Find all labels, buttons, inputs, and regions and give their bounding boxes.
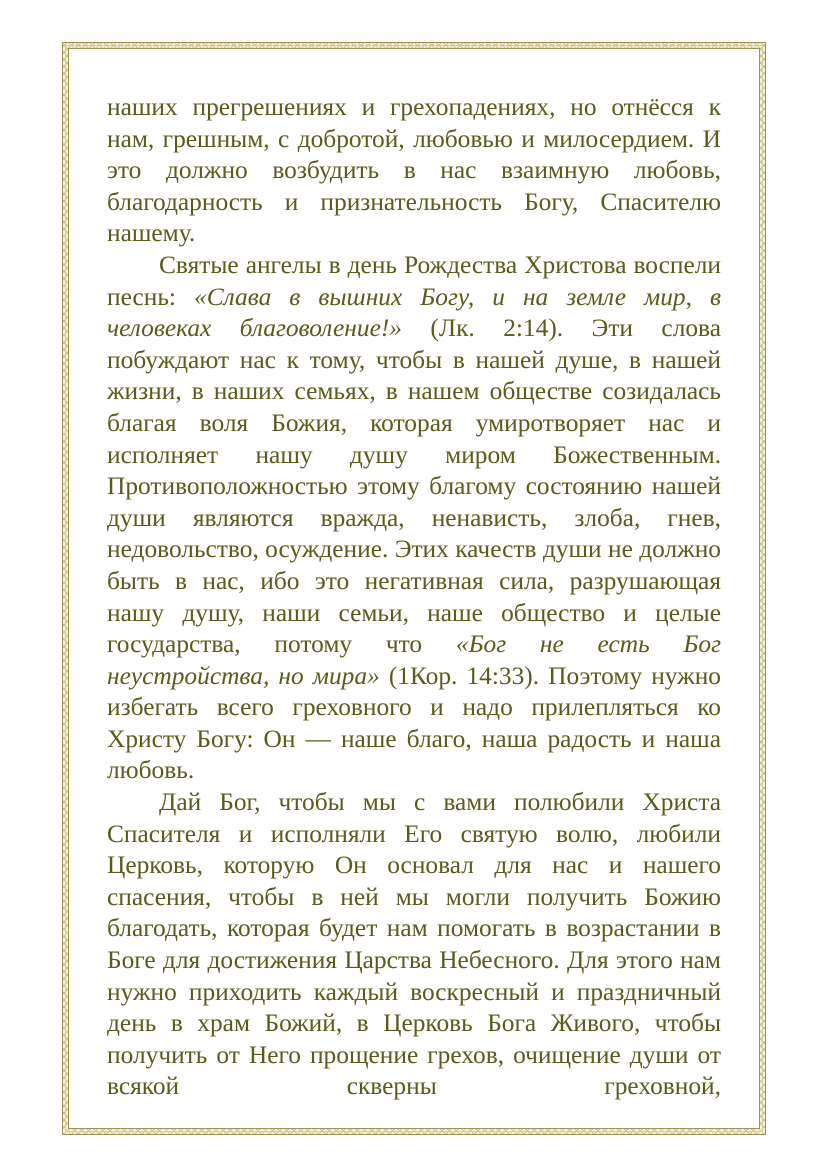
text-segment: (1Кор. 14:33). Поэтому нужно избегать всего греховного и надо прилепляться ко Христу Богу: Он — наше благо, наша радость и наша любовь.: [107, 661, 721, 785]
body-text: [107, 92, 721, 1103]
text-segment: Святые ангелы в день Рождества Христова воспели песнь:: [107, 250, 721, 311]
paragraph-2: [107, 250, 721, 787]
paragraph-1: [107, 92, 721, 250]
text-segment: Дай Бог, чтобы мы с вами полюбили Христа Спасителя и исполняли Его святую волю, любили Церковь, которую Он основал для нас и нашего спасения, чтобы в ней мы могли получить Божию благодать, которая будет нам помогать в возрастании в Боге для достижения Царства Небесного. Для этого нам нужно приходить каждый воскресный и праздничный день в храм Божий, в Церковь Бога Живого, чтобы получить от Него прощение грехов, очищение души от всякой скверны греховной,: [107, 788, 721, 1101]
paragraph-3: [107, 787, 721, 1103]
text-segment: наших прегрешениях и грехопадениях, но отнёсся к нам, грешным, с добротой, любовью и милосердием. И это должно возбудить в нас взаимную любовь, благодарность и признательность Богу, Спасителю нашему.: [107, 93, 721, 248]
scripture-quote-corinthians: «Бог не есть Бог неустройства, но мира»: [107, 630, 721, 690]
scripture-quote-luke: «Слава в вышних Богу, и на земле мир, в человеках благоволение!»: [107, 282, 721, 343]
text-segment: (Лк. 2:14). Эти слова побуждают нас к тому, чтобы в нашей душе, в нашей жизни, в наших семьях, в нашем обществе созидалась благая воля Божия, которая умиротворяет нас и исполняет нашу душу миром Божественным. Противоположностью этому благому состоянию нашей души являются вражда, ненависть, злоба, гнев, недовольство, осуждение. Этих качеств души не должно быть в нас, ибо это негативная сила, разрушающая нашу душу, наши семьи, наше общество и целые государства, потому что: [107, 314, 721, 659]
